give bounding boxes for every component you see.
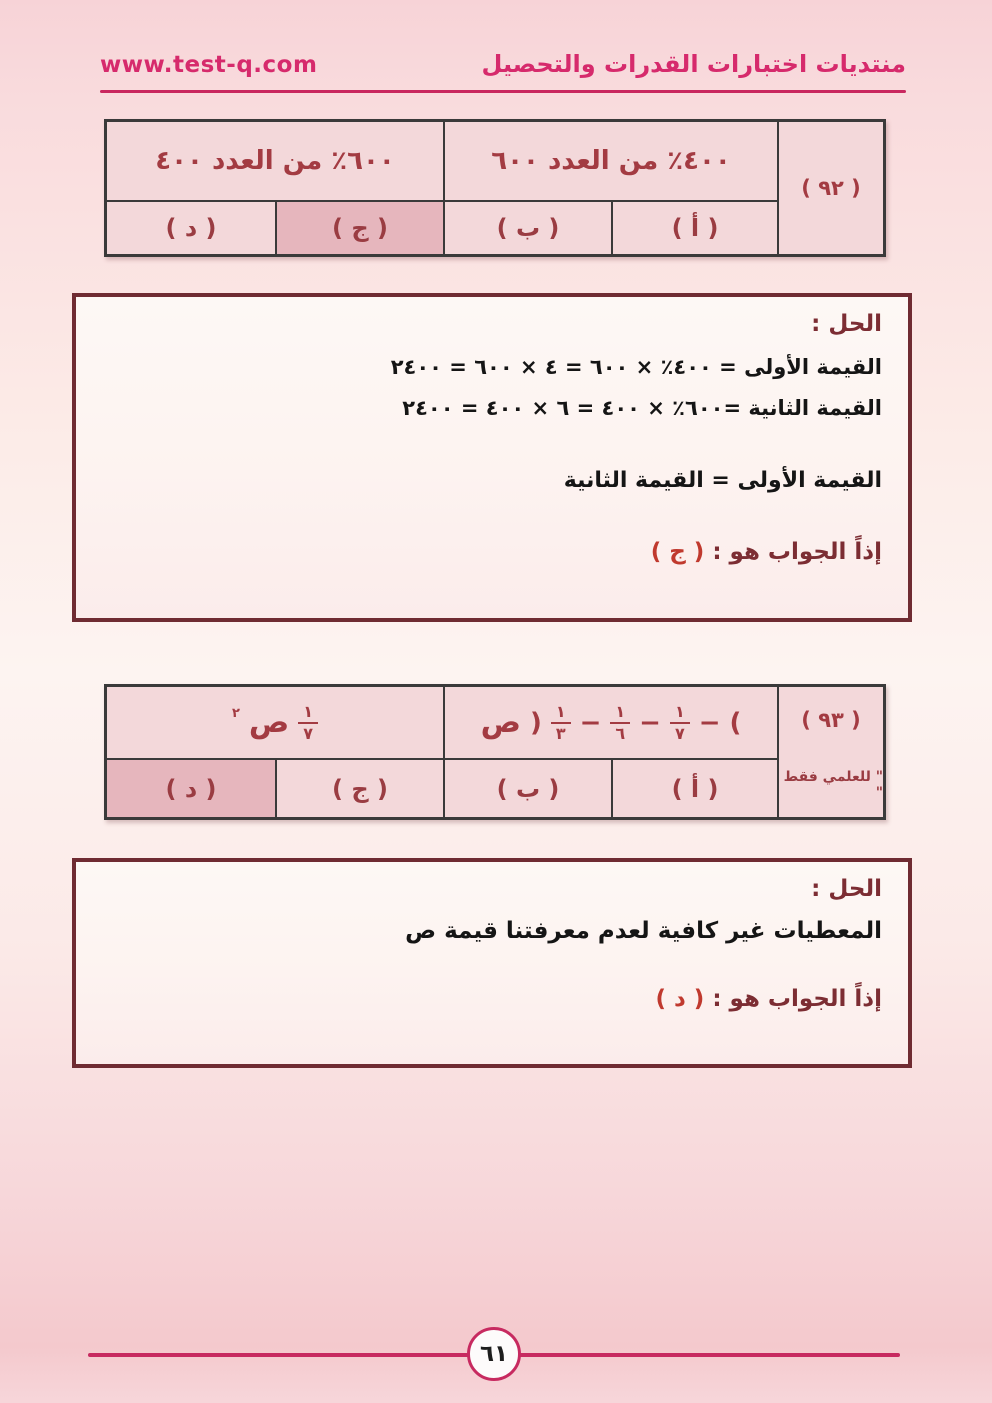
variable-sad: ص xyxy=(480,704,521,740)
q93-question-number-cell xyxy=(779,687,883,817)
q92-question-number: ( ٩٢ ) xyxy=(779,122,883,254)
answer-prefix: إذاً الجواب هو : xyxy=(712,986,882,1012)
q93-option-a: ( أ ) xyxy=(613,760,777,817)
q92-option-b: ( ب ) xyxy=(445,202,611,254)
answer-letter: ( د ) xyxy=(655,986,705,1012)
site-title: منتديات اختبارات القدرات والتحصيل xyxy=(481,50,906,78)
solution-answer xyxy=(102,986,882,1012)
minus-sign: − xyxy=(579,707,602,738)
q92-statement-left: ٦٠٠٪ من العدد ٤٠٠ xyxy=(107,122,443,200)
q93-expression xyxy=(480,701,742,743)
variable-sad: ص xyxy=(248,704,290,740)
solution-heading: الحل : xyxy=(811,876,882,902)
q93-statement-right xyxy=(445,687,777,758)
answer-letter: ( ج ) xyxy=(650,539,705,565)
paren: ( xyxy=(529,707,542,738)
solution-heading: الحل : xyxy=(811,311,882,337)
q93-option-d: ( د ) xyxy=(107,760,275,817)
question-92-table xyxy=(104,119,886,257)
q92-statement-right: ٤٠٠٪ من العدد ٦٠٠ xyxy=(445,122,777,200)
minus-sign: − xyxy=(698,707,721,738)
q92-solution-box xyxy=(72,293,912,622)
site-url-link[interactable]: www.test-q.com xyxy=(100,52,318,78)
header-divider xyxy=(100,90,906,93)
solution-line: القيمة الأولى = القيمة الثانية xyxy=(563,468,882,493)
q92-option-c: ( ج ) xyxy=(277,202,443,254)
solution-line: المعطيات غير كافية لعدم معرفتنا قيمة ص xyxy=(405,918,882,944)
question-93-table xyxy=(104,684,886,820)
solution-line: القيمة الثانية =٦٠٠٪ × ٤٠٠ = ٦ × ٤٠٠ = ٢٤٠٠ xyxy=(402,396,882,420)
fraction-1-7: $\frac{١}{٧}$ xyxy=(670,704,690,742)
q93-expression-2 xyxy=(231,701,318,743)
q93-option-b: ( ب ) xyxy=(445,760,611,817)
fraction-1-6: $\frac{١}{٦}$ xyxy=(610,704,630,742)
paren: ) xyxy=(729,707,742,738)
fraction-1-3: $\frac{١}{٣}$ xyxy=(551,704,571,742)
solution-line: القيمة الأولى = ٤٠٠٪ × ٦٠٠ = ٤ × ٦٠٠ = ٢٤٠٠ xyxy=(390,355,882,379)
solution-answer xyxy=(102,539,882,565)
q93-question-number: ( ٩٣ ) xyxy=(801,707,861,732)
exponent: ٢ xyxy=(231,705,240,721)
page-number-badge xyxy=(467,1327,521,1381)
q92-option-d: ( د ) xyxy=(107,202,275,254)
fraction-1-7: $\frac{١}{٧}$ xyxy=(298,704,318,742)
answer-prefix: إذاً الجواب هو : xyxy=(712,539,882,565)
q93-statement-left xyxy=(107,687,443,758)
q92-option-a: ( أ ) xyxy=(613,202,777,254)
q93-solution-box xyxy=(72,858,912,1068)
page-number: ٦١ xyxy=(479,1341,509,1367)
q93-scientific-only-note: " للعلمي فقط " xyxy=(783,768,883,801)
minus-sign: − xyxy=(639,707,661,738)
q93-option-c: ( ج ) xyxy=(277,760,443,817)
